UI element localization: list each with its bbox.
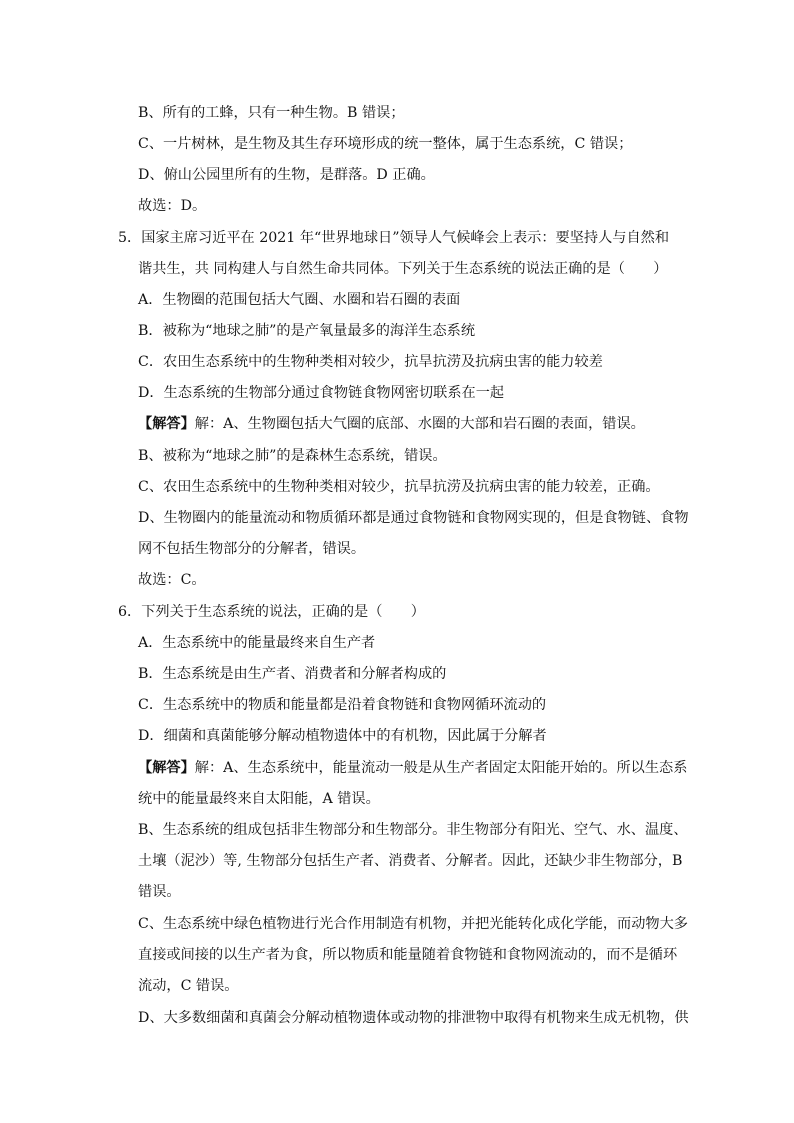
text-line: D、生物圈内的能量流动和物质循环都是通过食物链和食物网实现的，但是食物链、食物 <box>138 510 689 526</box>
text-line: D、大多数细菌和真菌会分解动植物遗体或动物的排泄物中取得有机物来生成无机物，供 <box>138 1010 689 1026</box>
answer-line <box>138 758 687 778</box>
text-line: B、所有的工蜂，只有一种生物。B 错误； <box>138 105 405 121</box>
option-a: A．生态系统中的能量最终来自生产者 <box>138 635 376 651</box>
text-line: C、一片树林，是生物及其生存环境形成的统一整体，属于生态系统，C 错误； <box>138 136 633 152</box>
option-d: D．细菌和真菌能够分解动植物遗体中的有机物，因此属于分解者 <box>138 728 547 744</box>
option-c: C．农田生态系统中的生物种类相对较少，抗旱抗涝及抗病虫害的能力较差 <box>138 354 603 370</box>
text-line: C、生态系统中绿色植物进行光合作用制造有机物，并把光能转化成化学能，而动物大多 <box>138 916 688 932</box>
text-line: 统中的能量最终来自太阳能，A 错误。 <box>138 791 380 807</box>
answer-label: 【解答】 <box>138 416 195 432</box>
text-line: B、被称为“地球之肺”的是森林生态系统，错误。 <box>138 448 447 464</box>
text-line: B、生态系统的组成包括非生物部分和生物部分。非生物部分有阳光、空气、水、温度、 <box>138 822 688 838</box>
text-line: 直接或间接的以生产者为食，所以物质和能量随着食物链和食物网流动的，而不是循环 <box>138 947 678 963</box>
text-line: 故选：C。 <box>138 572 206 588</box>
answer-text: 解：A、生物圈包括大气圈的底部、水圈的大部和岩石圈的表面，错误。 <box>194 416 645 432</box>
question-5-stem-cont: 谐共生，共 同构建人与自然生命共同体。下列关于生态系统的说法正确的是（ ） <box>138 261 668 277</box>
text-line: D、俯山公园里所有的生物，是群落。D 正确。 <box>138 167 435 183</box>
answer-label: 【解答】 <box>138 760 195 776</box>
answer-text: 解：A、生态系统中，能量流动一般是从生产者固定太阳能开始的。所以生态系 <box>194 760 688 776</box>
question-6-stem: 6．下列关于生态系统的说法，正确的是（ ） <box>118 604 425 620</box>
question-5-stem: 5．国家主席习近平在 2021 年“世界地球日”领导人气候峰会上表示：要坚持人与自然和 <box>118 230 670 246</box>
text-line: 网不包括生物部分的分解者，错误。 <box>138 541 366 557</box>
option-b: B．被称为“地球之肺”的是产氧量最多的海洋生态系统 <box>138 323 476 339</box>
text-line: C、农田生态系统中的生物种类相对较少，抗旱抗涝及抗病虫害的能力较差，正确。 <box>138 479 660 495</box>
option-b: B．生态系统是由生产者、消费者和分解者构成的 <box>138 666 447 682</box>
text-line: 土壤（泥沙）等, 生物部分包括生产者、消费者、分解者。因此，还缺少非生物部分，B <box>138 853 683 869</box>
answer-line <box>138 414 645 434</box>
text-line: 错误。 <box>138 884 181 900</box>
option-c: C．生态系统中的物质和能量都是沿着食物链和食物网循环流动的 <box>138 697 547 713</box>
option-d: D．生态系统的生物部分通过食物链食物网密切联系在一起 <box>138 385 505 401</box>
text-line: 故选：D。 <box>138 198 207 214</box>
text-line: 流动，C 错误。 <box>138 978 239 994</box>
option-a: A．生物圈的范围包括大气圈、水圈和岩石圈的表面 <box>138 292 461 308</box>
